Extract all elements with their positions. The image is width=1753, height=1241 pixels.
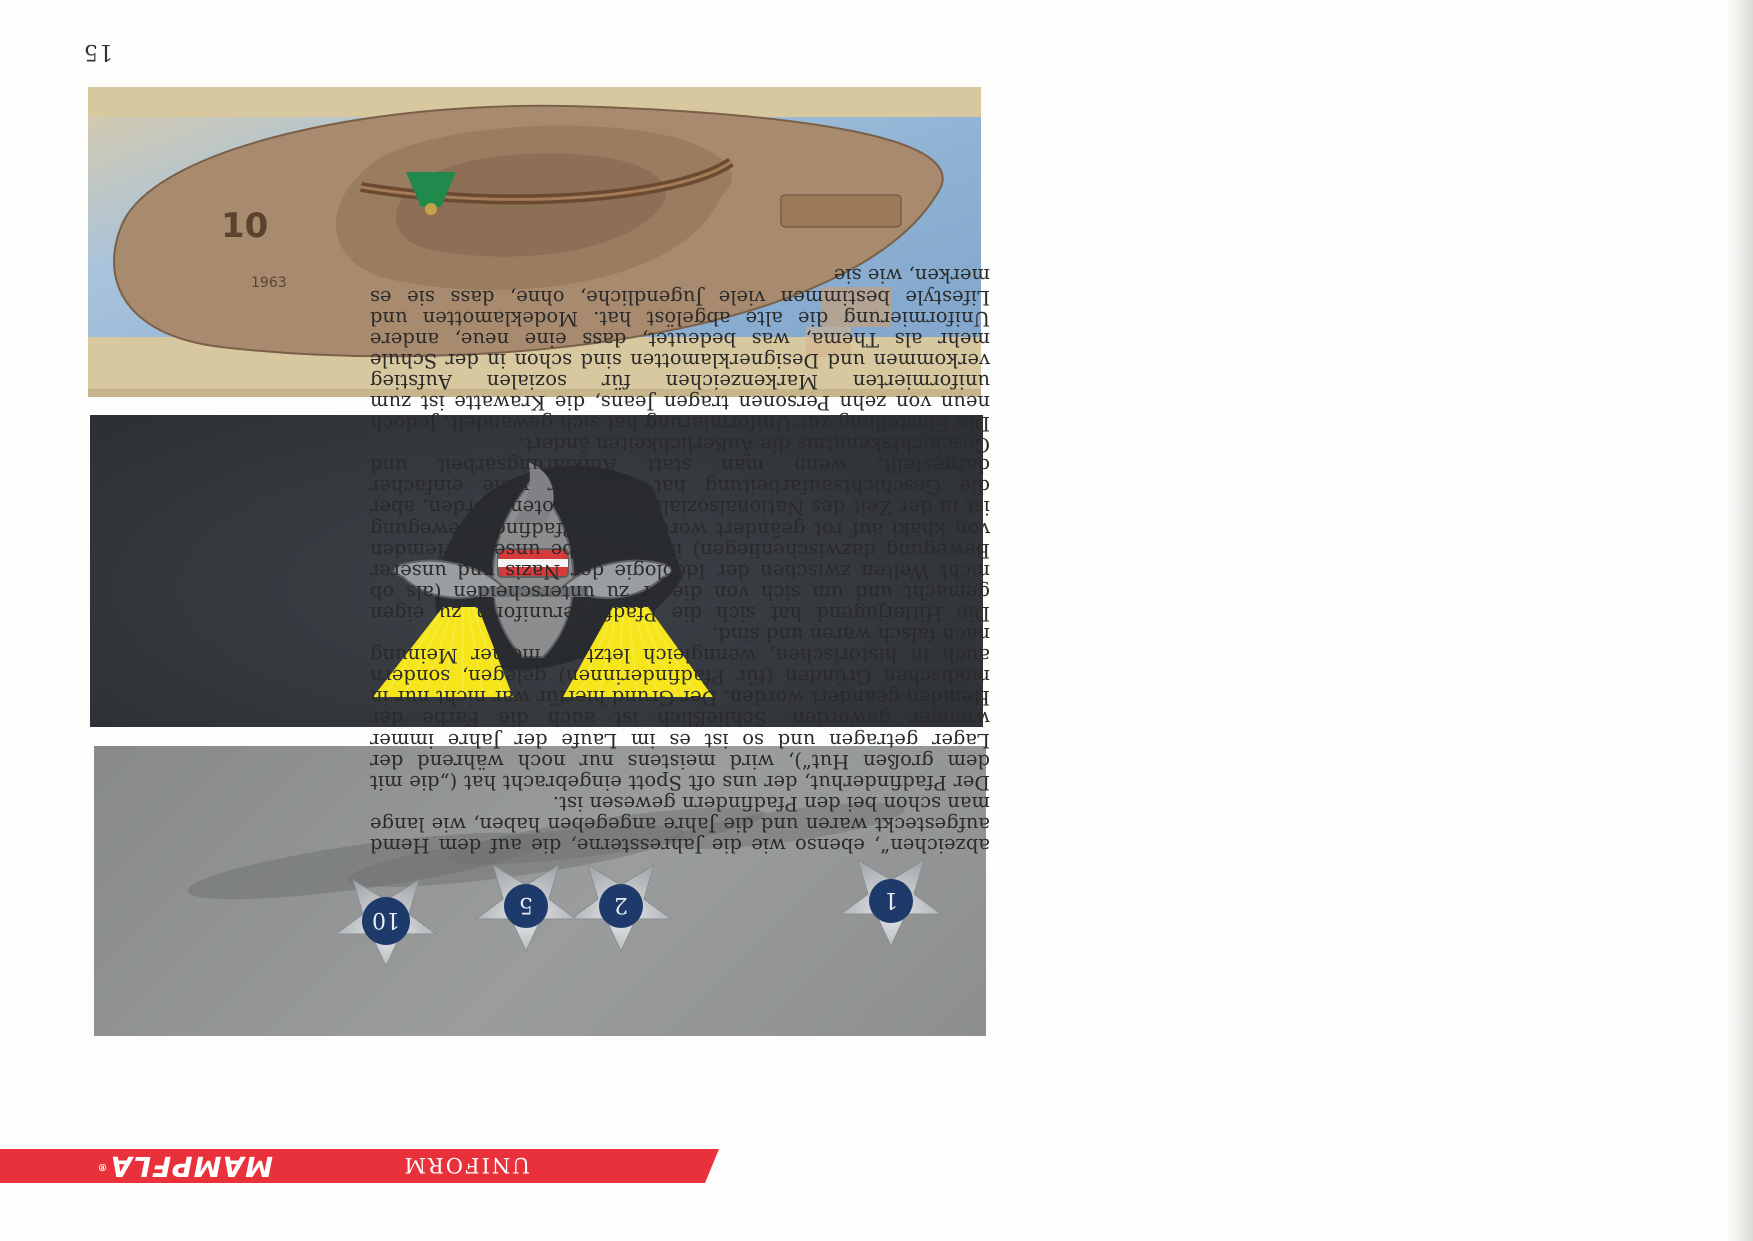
star-badge	[336, 880, 436, 966]
brand-name: MAMPFLA	[109, 1150, 273, 1183]
article-paragraph: abzeichen“, ebenso wie die Jahressterne, die auf dem Hemd aufgesteckt waren und die Jahre angegeben haben, wie lange man schon bei den Pfadfindern gewesen ist.	[370, 791, 990, 857]
star-badge-label: 5	[519, 892, 533, 917]
article-paragraph: Der Pfadfinderhut, der uns oft Spott eingebracht hat („die mit dem großen Hut“), wird meistens nur noch während der Lager getragen und so ist es im Laufe der Jahre immer weniger geworden. Schließlich ist auch die Farbe der Hemden geändert worden. Der Grund hierfür war nicht nur in modischen Gründen (für Pfadfinderinnen) gelegen, sondern auch in historischen, wenngleich letztere meiner Meinung nach falsch waren und sind.	[370, 623, 990, 794]
star-badge-label: 2	[614, 892, 628, 917]
hat-year-text: 1963	[251, 275, 287, 291]
star-badge	[571, 865, 671, 951]
star-badge-label: 1	[884, 887, 898, 912]
scan-edge	[1725, 0, 1753, 1241]
star-badge-label: 10	[372, 907, 400, 932]
page-number: 15	[83, 39, 113, 64]
section-label: UNIFORM	[402, 1153, 530, 1177]
article-text	[370, 265, 990, 856]
article-paragraph: Die Einstellung zur Uniformierung hat sich gewandelt. Jedoch neun von zehn Personen tragen Jeans, die Krawatte ist zum uniformierten Markenzeichen für sozialen Aufstieg verkommen und Designerklamotten sind schon in der Schule mehr als Thema, was bedeutet, dass eine neue, andere Uniformierung die alte abgelöst hat. Modeklamotten und Lifestyle bestimmen viele Jugendliche, ohne, dass sie es merken, wie sie	[370, 264, 990, 436]
hat-number-text: 10	[221, 206, 269, 246]
brand-logo	[96, 1150, 273, 1182]
star-badge	[841, 860, 941, 946]
brand-mark: ®	[96, 1161, 108, 1172]
article-paragraph: Die Hitlerjugend hat sich die Pfadfinderuniform zu eigen gemacht und um sich von dieser zu unterscheiden (als ob nicht Welten zwischen der Ideologie der Nazis und unserer Bewegung dazwischenliegen) ist die Farbe unserer Hemden von khaki auf rot geändert worden. Die Pfadfinderbewegung ist in der Zeit des Nationalsozialismus verboten worden, aber die Geschichtsaufarbeitung hat sich für viele einfacher dargestellt, wenn man statt Aufklärungsarbeit und Geschichtskenntnis die Äußerlichkeiten ändert.	[370, 433, 990, 625]
